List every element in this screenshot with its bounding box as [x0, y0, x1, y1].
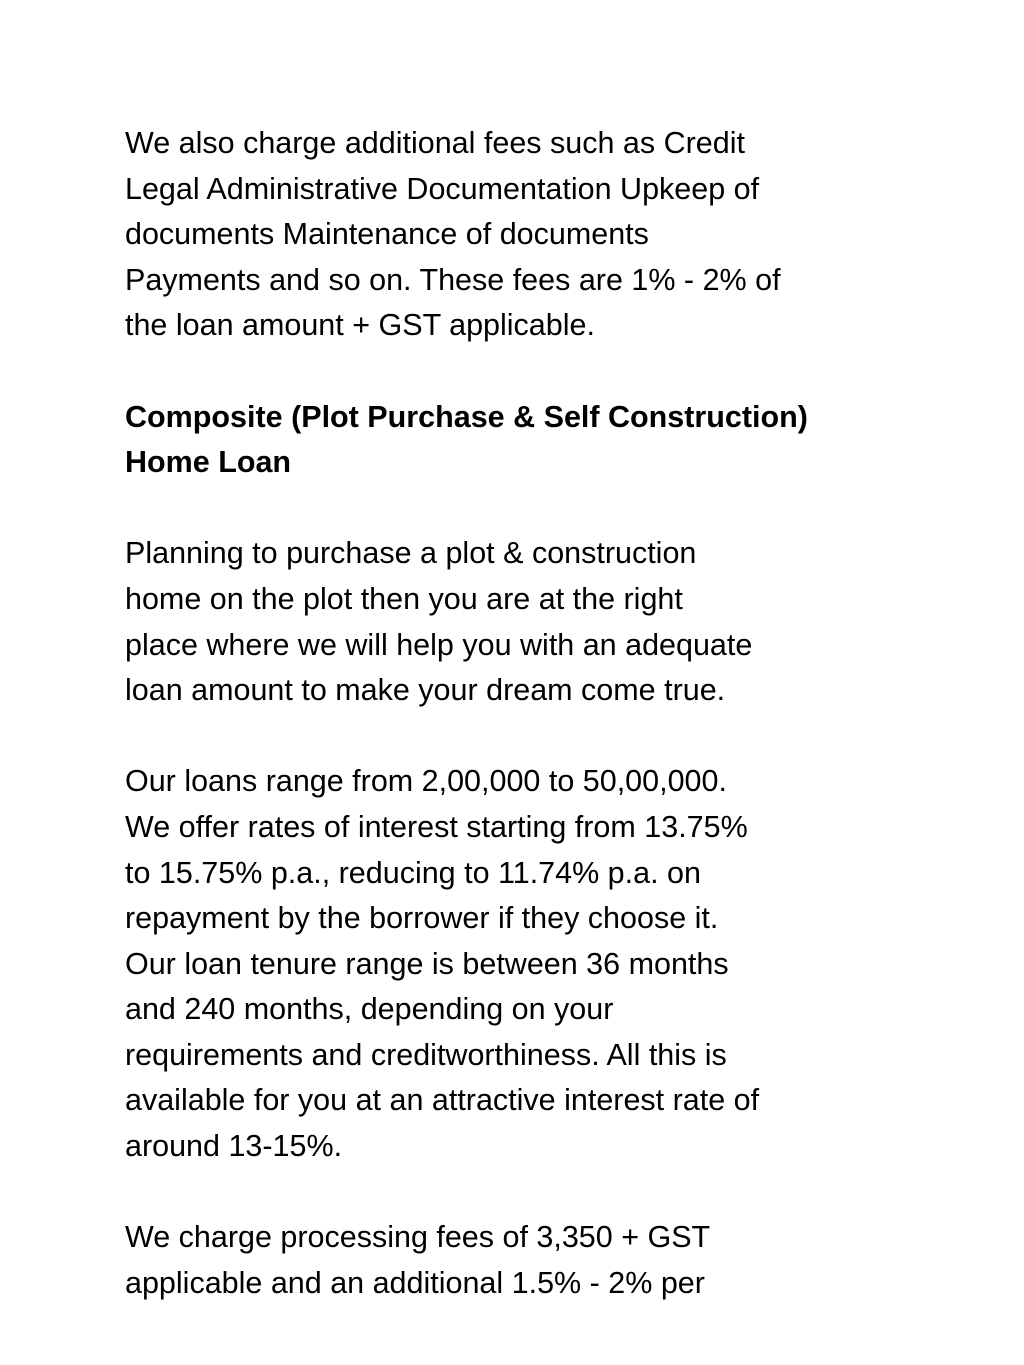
intro-paragraph [125, 531, 885, 713]
document-page [125, 121, 885, 1352]
text-line: place where we will help you with an adequate [125, 627, 753, 662]
text-line: applicable and an additional 1.5% - 2% per [125, 1265, 705, 1300]
heading-line: Home Loan [125, 445, 292, 480]
heading-line: Composite (Plot Purchase & Self Construction) [125, 399, 808, 434]
text-line: We offer rates of interest starting from 13.75% [125, 809, 748, 844]
text-line: repayment by the borrower if they choose it. [125, 901, 719, 936]
text-line: Planning to purchase a plot & construction [125, 536, 697, 571]
additional-fees-paragraph [125, 121, 885, 349]
text-line: documents Maintenance of documents [125, 217, 649, 252]
text-line: loan amount to make your dream come true. [125, 673, 726, 708]
text-line: home on the plot then you are at the right [125, 581, 683, 616]
text-line: the loan amount + GST applicable. [125, 308, 595, 343]
text-line: Legal Administrative Documentation Upkeep of [125, 171, 760, 206]
section-heading [125, 395, 885, 486]
text-line: to 15.75% p.a., reducing to 11.74% p.a. on [125, 855, 701, 890]
text-line: around 13-15%. [125, 1129, 343, 1164]
text-line: We charge processing fees of 3,350 + GST [125, 1220, 711, 1255]
text-line: Payments and so on. These fees are 1% - 2% of [125, 262, 781, 297]
text-line: We also charge additional fees such as Credit [125, 126, 745, 160]
text-line: Our loan tenure range is between 36 months [125, 946, 729, 981]
text-line: requirements and creditworthiness. All this is [125, 1037, 727, 1072]
loan-details-paragraph [125, 759, 885, 1169]
text-line: available for you at an attractive interest rate of [125, 1083, 760, 1118]
text-line: and 240 months, depending on your [125, 992, 614, 1027]
processing-fees-paragraph [125, 1215, 885, 1306]
text-line: Our loans range from 2,00,000 to 50,00,000. [125, 764, 727, 799]
